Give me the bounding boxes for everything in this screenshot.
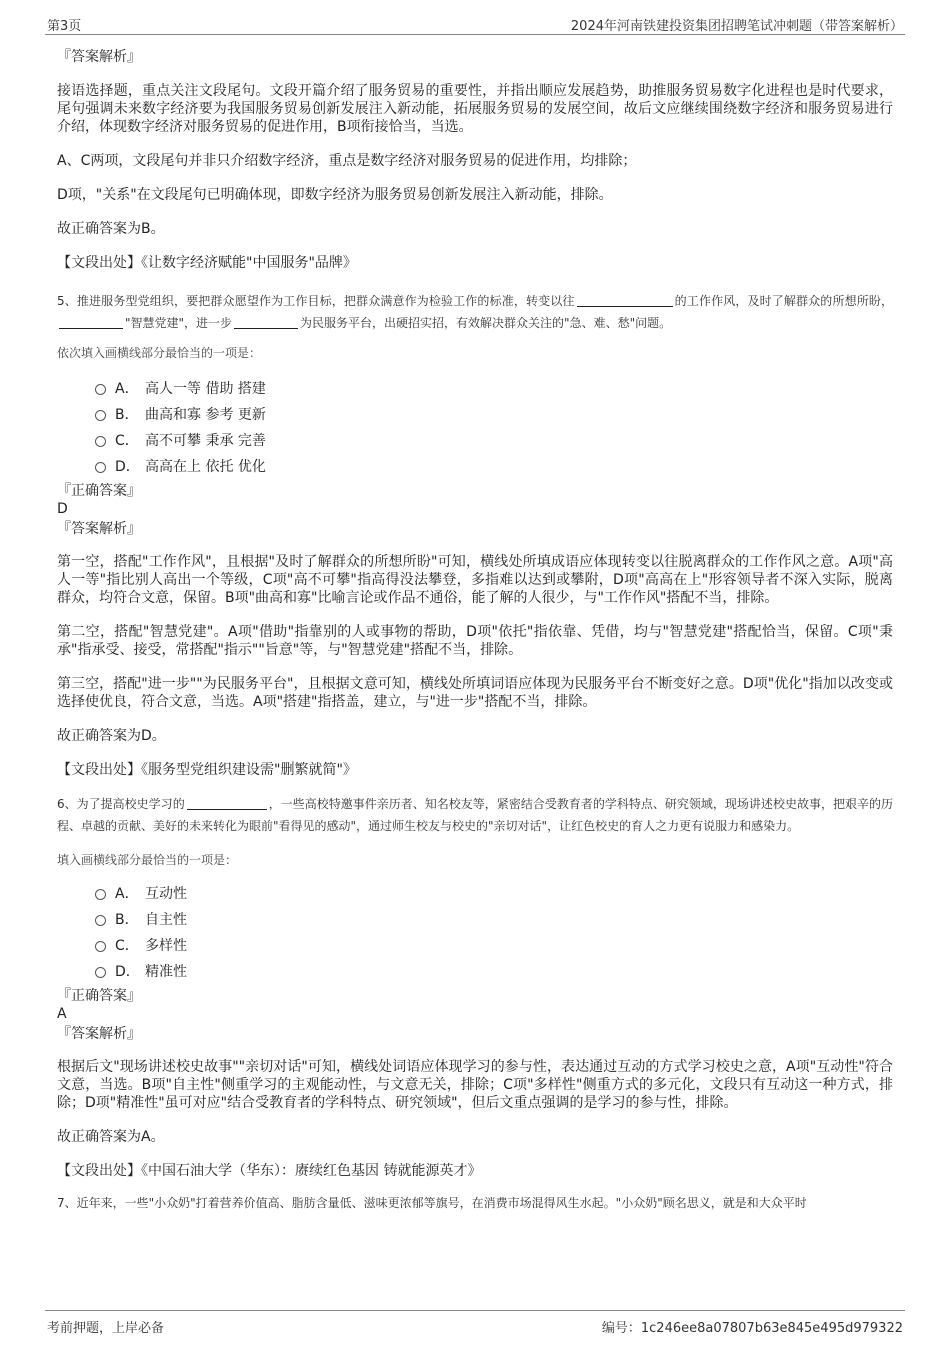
analysis-paragraph: 第三空，搭配"进一步""为民服务平台"，且根据文意可知，横线处所填词语应体现为民服务平台不断变好之意。D项"优化"指加以改变或选择使优良，符合文意，当选。A项"搭建"指搭盖，建立，与"进一步"搭配不当，排除。: [57, 676, 893, 710]
analysis-label: 『答案解析』: [57, 1026, 141, 1042]
question-instruction: 依次填入画横线部分最恰当的一项是：: [57, 346, 262, 360]
correct-answer: D: [57, 501, 68, 517]
option-d[interactable]: D． 高高在上 依托 优化: [95, 454, 931, 480]
question-stem: 6、为了提高校史学习的 ，一些高校特邀事件亲历者、知名校友等，紧密结合受教育者的学科特点、研究领域，现场讲述校史故事，把艰辛的历程、卓越的贡献、美好的未来转化为眼前"看得见的感动"，通过师生校友与校史的"亲切对话"，让红色校史的育人之力更有说服力和感染力。: [57, 797, 893, 833]
answer-conclusion: 故正确答案为A。: [57, 1129, 165, 1145]
correct-answer-label: 『正确答案』: [57, 988, 141, 1004]
option-c[interactable]: C． 高不可攀 秉承 完善: [95, 428, 931, 454]
analysis-paragraph: D项，"关系"在文段尾句已明确体现，即数字经济为服务贸易创新发展注入新动能，排除。: [57, 187, 613, 203]
correct-answer-label: 『正确答案』: [57, 483, 141, 499]
analysis-label: 『答案解析』: [57, 521, 141, 537]
document-id: 编号：1c246ee8a07807b63e845e495d979322: [601, 1321, 903, 1336]
question-stem: 7、近年来，一些"小众奶"打着营养价值高、脂肪含量低、滋味更浓郁等旗号，在消费市场混得风生水起。"小众奶"顾名思义，就是和大众平时: [57, 1196, 807, 1210]
analysis-paragraph: 接语选择题，重点关注文段尾句。文段开篇介绍了服务贸易的重要性，并指出顺应发展趋势，助推服务贸易数字化进程也是时代要求，尾句强调未来数字经济要为我国服务贸易创新发展注入新动能，拓展服务贸易的发展空间，故后文应继续围绕数字经济和服务贸易进行介绍，体现数字经济对服务贸易的促进作用，B项衔接恰当，当选。: [57, 83, 893, 135]
correct-answer: A: [57, 1006, 67, 1022]
option-list: [95, 376, 931, 480]
radio-icon[interactable]: [95, 889, 106, 900]
radio-icon[interactable]: [95, 410, 106, 421]
radio-icon[interactable]: [95, 967, 106, 978]
page-footer: [45, 1310, 905, 1337]
footer-slogan: 考前押题，上岸必备: [47, 1321, 165, 1336]
radio-icon[interactable]: [95, 941, 106, 952]
document-title: 2024年河南铁建投资集团招聘笔试冲刺题（带答案解析）: [570, 19, 903, 34]
radio-icon[interactable]: [95, 462, 106, 473]
fill-blank: [59, 314, 123, 329]
analysis-paragraph: 第二空，搭配"智慧党建"。A项"借助"指靠别的人或事物的帮助，D项"依托"指依靠、凭借，均与"智慧党建"搭配恰当，保留。C项"秉承"指承受、接受，常搭配"指示""旨意"等，与"智慧党建"搭配不当，排除。: [57, 624, 893, 658]
option-a[interactable]: A． 互动性: [95, 881, 931, 907]
option-b[interactable]: B． 曲高和寡 参考 更新: [95, 402, 931, 428]
option-d[interactable]: D． 精准性: [95, 959, 931, 985]
option-b[interactable]: B． 自主性: [95, 907, 931, 933]
question-stem: 5、推进服务型党组织，要把群众愿望作为工作目标，把群众满意作为检验工作的标准，转变以往 的工作作风，及时了解群众的所想所盼，"智慧党建"，进一步 为民服务平台，出硬招实招，有效解决群众关注的"急、难、愁"问题。: [57, 294, 893, 330]
analysis-paragraph: 第一空，搭配"工作作风"，且根据"及时了解群众的所想所盼"可知，横线处所填成语应体现转变以往脱离群众的工作作风之意。A项"高人一等"指比别人高出一个等级，C项"高不可攀"指高得没法攀登，多指难以达到或攀附，D项"高高在上"形容领导者不深入实际，脱离群众，均符合文意，保留。B项"曲高和寡"比喻言论或作品不通俗，能了解的人很少，与"工作作风"搭配不当，排除。: [57, 554, 893, 606]
passage-source: 【文段出处】《服务型党组织建设需"删繁就简"》: [57, 762, 357, 778]
question-instruction: 填入画横线部分最恰当的一项是：: [57, 853, 238, 867]
answer-conclusion: 故正确答案为D。: [57, 728, 166, 744]
analysis-paragraph: A、C两项，文段尾句并非只介绍数字经济，重点是数字经济对服务贸易的促进作用，均排除；: [57, 153, 637, 169]
passage-source: 【文段出处】《让数字经济赋能"中国服务"品牌》: [57, 255, 357, 271]
radio-icon[interactable]: [95, 436, 106, 447]
radio-icon[interactable]: [95, 915, 106, 926]
page-number: 第3页: [47, 19, 82, 34]
analysis-label: 『答案解析』: [57, 49, 141, 65]
page-header: [45, 10, 905, 35]
fill-blank: [234, 314, 298, 329]
page-content: [57, 36, 893, 1214]
option-c[interactable]: C． 多样性: [95, 933, 931, 959]
analysis-paragraph: 根据后文"现场讲述校史故事""亲切对话"可知，横线处词语应体现学习的参与性，表达通过互动的方式学习校史之意，A项"互动性"符合文意，当选。B项"自主性"侧重学习的主观能动性，与文意无关，排除；C项"多样性"侧重方式的多元化，文段只有互动这一种方式，排除；D项"精准性"虽可对应"结合受教育者的学科特点、研究领域"，但后文重点强调的是学习的参与性，排除。: [57, 1059, 893, 1111]
answer-conclusion: 故正确答案为B。: [57, 221, 165, 237]
passage-source: 【文段出处】《中国石油大学（华东）：赓续红色基因 铸就能源英才》: [57, 1163, 482, 1179]
fill-blank: [187, 795, 267, 810]
radio-icon[interactable]: [95, 384, 106, 395]
option-list: [95, 881, 931, 985]
option-a[interactable]: A． 高人一等 借助 搭建: [95, 376, 931, 402]
fill-blank: [577, 292, 673, 307]
